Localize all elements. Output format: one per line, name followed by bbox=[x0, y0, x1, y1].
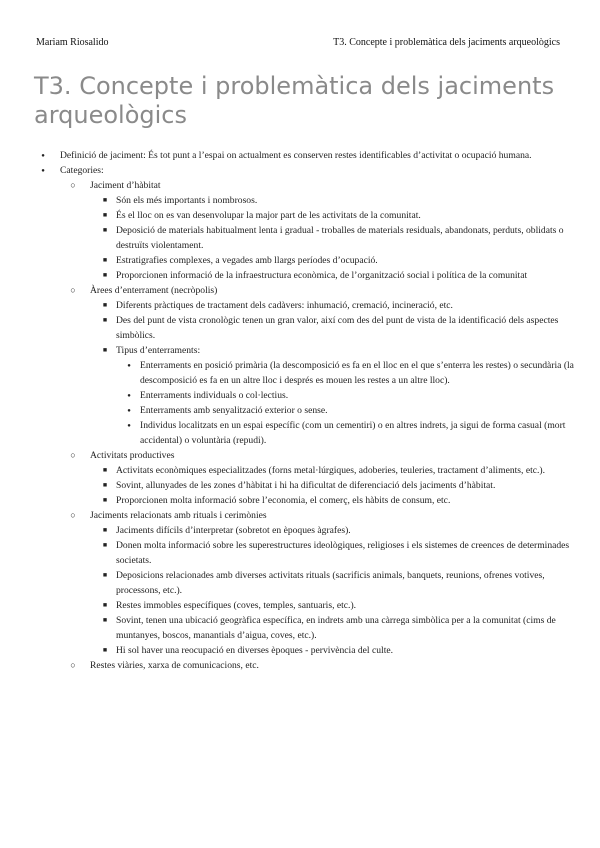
list-item-categories bbox=[36, 163, 576, 673]
disc-bullet-icon bbox=[122, 418, 136, 435]
list-item bbox=[98, 298, 576, 313]
square-bullet-icon bbox=[98, 268, 112, 284]
square-bullet-icon bbox=[98, 568, 112, 584]
square-bullet-icon bbox=[98, 223, 112, 239]
list-item-text: Diferents pràctiques de tractament dels cadàvers: inhumació, cremació, incineració, etc. bbox=[116, 300, 453, 311]
list-item bbox=[98, 523, 576, 538]
list-item-text: Restes immobles específiques (coves, temples, santuaris, etc.). bbox=[116, 600, 357, 611]
list-item bbox=[98, 598, 576, 613]
square-bullet-icon bbox=[98, 193, 112, 209]
list-item-text: Tipus d’enterraments: bbox=[116, 345, 201, 356]
list-item-text: És el lloc on es van desenvolupar la major part de les activitats de la comunitat. bbox=[116, 210, 421, 221]
circle-bullet-icon bbox=[66, 658, 80, 673]
list-item-text: Enterraments individuals o col·lectius. bbox=[140, 390, 289, 401]
category-productive bbox=[66, 448, 576, 508]
list-item-text: Jaciments difícils d’interpretar (sobretot en èpoques àgrafes). bbox=[116, 525, 351, 536]
list-item bbox=[122, 358, 576, 388]
list-item-text: Proporcionen molta informació sobre l’economia, el comerç, els hàbits de consum, etc. bbox=[116, 495, 451, 506]
square-bullet-icon bbox=[98, 523, 112, 539]
page-header bbox=[36, 37, 560, 48]
list-item-definition bbox=[36, 148, 576, 163]
list-item bbox=[98, 208, 576, 223]
list-item-text: Donen molta informació sobre les superestructures ideològiques, religioses i els sistemes de creences de determinades societats. bbox=[116, 540, 570, 566]
list-item bbox=[98, 193, 576, 208]
header-doc-title: T3. Concepte i problemàtica dels jaciments arqueològics bbox=[333, 37, 560, 48]
square-bullet-icon bbox=[98, 343, 112, 359]
circle-bullet-icon bbox=[66, 508, 80, 523]
list-item-text: Enterraments amb senyalització exterior o sense. bbox=[140, 405, 328, 416]
square-bullet-icon bbox=[98, 538, 112, 554]
square-bullet-icon bbox=[98, 463, 112, 479]
list-item bbox=[98, 223, 576, 253]
list-item bbox=[98, 538, 576, 568]
list-item-text: Activitats econòmiques especialitzades (forns metal·lúrgiques, adoberies, teuleries, tractament d’aliments, etc.). bbox=[116, 465, 545, 476]
top-level-list bbox=[36, 148, 576, 673]
categories-label: Categories: bbox=[60, 165, 104, 176]
list-item bbox=[98, 643, 576, 658]
list-item-text: Individus localitzats en un espai específic (com un cementiri) o en altres indrets, ja sigui de forma casual (mort accidental) o voluntària (repudi). bbox=[140, 420, 566, 446]
header-author: Mariam Riosalido bbox=[36, 37, 109, 48]
list-item-text: Des del punt de vista cronològic tenen un gran valor, així com des del punt de vista de la identificació dels aspectes simbòlics. bbox=[116, 315, 559, 341]
habitat-list bbox=[98, 193, 576, 283]
list-item-text: Deposicions relacionades amb diverses activitats rituals (sacrificis animals, banquets, reunions, ofrenes votives, processons, etc.). bbox=[116, 570, 545, 596]
list-item-text: Deposició de materials habitualment lenta i gradual - troballes de materials residuals, abandonats, perduts, oblidats o destruïts violentament. bbox=[116, 225, 564, 251]
square-bullet-icon bbox=[98, 253, 112, 269]
square-bullet-icon bbox=[98, 598, 112, 614]
burial-types-list bbox=[122, 358, 576, 448]
list-item bbox=[98, 343, 576, 448]
list-item bbox=[122, 403, 576, 418]
category-label: Jaciments relacionats amb rituals i cerimònies bbox=[90, 510, 267, 521]
circle-bullet-icon bbox=[66, 178, 80, 193]
document-body bbox=[36, 148, 576, 673]
category-label: Activitats productives bbox=[90, 450, 175, 461]
list-item bbox=[122, 418, 576, 448]
list-item bbox=[122, 388, 576, 403]
category-ritual bbox=[66, 508, 576, 658]
list-item bbox=[98, 478, 576, 493]
square-bullet-icon bbox=[98, 208, 112, 224]
square-bullet-icon bbox=[98, 298, 112, 314]
square-bullet-icon bbox=[98, 478, 112, 494]
category-label: Restes viàries, xarxa de comunicacions, etc. bbox=[90, 660, 259, 671]
square-bullet-icon bbox=[98, 313, 112, 329]
square-bullet-icon bbox=[98, 493, 112, 509]
list-item bbox=[98, 568, 576, 598]
list-item-text: Són els més importants i nombrosos. bbox=[116, 195, 258, 206]
disc-bullet-icon bbox=[122, 358, 136, 375]
category-roads bbox=[66, 658, 576, 673]
category-label: Àrees d’enterrament (necròpolis) bbox=[90, 285, 218, 296]
definition-text: Definició de jaciment: És tot punt a l’espai on actualment es conserven restes identificables d’activitat o ocupació humana. bbox=[60, 150, 532, 161]
list-item-text: Hi sol haver una reocupació en diverses èpoques - pervivència del culte. bbox=[116, 645, 394, 656]
square-bullet-icon bbox=[98, 613, 112, 629]
burial-list bbox=[98, 298, 576, 448]
list-item bbox=[98, 493, 576, 508]
circle-bullet-icon bbox=[66, 283, 80, 298]
list-item-text: Enterraments en posició primària (la descomposició es fa en el lloc en el que s’enterra les restes) o secundària (la descomposició es fa en un altre lloc i després es mouen les restes a un altre lloc). bbox=[140, 360, 574, 386]
list-item bbox=[98, 613, 576, 643]
square-bullet-icon bbox=[98, 643, 112, 659]
list-item-text: Estratigrafies complexes, a vegades amb llargs períodes d’ocupació. bbox=[116, 255, 378, 266]
category-habitat bbox=[66, 178, 576, 283]
list-item bbox=[98, 313, 576, 343]
page-title: T3. Concepte i problemàtica dels jaciments arqueològics bbox=[34, 72, 555, 129]
list-item-text: Sovint, allunyades de les zones d’hàbitat i hi ha dificultat de diferenciació dels jaciments d’hàbitat. bbox=[116, 480, 496, 491]
circle-bullet-icon bbox=[66, 448, 80, 463]
category-label: Jaciment d’hàbitat bbox=[90, 180, 161, 191]
list-item bbox=[98, 463, 576, 478]
ritual-list bbox=[98, 523, 576, 658]
list-item bbox=[98, 253, 576, 268]
productive-list bbox=[98, 463, 576, 508]
disc-bullet-icon bbox=[36, 163, 50, 180]
list-item bbox=[98, 268, 576, 283]
categories-list bbox=[66, 178, 576, 673]
list-item-text: Proporcionen informació de la infraestructura econòmica, de l’organització social i política de la comunitat bbox=[116, 270, 528, 281]
category-burial bbox=[66, 283, 576, 448]
list-item-text: Sovint, tenen una ubicació geogràfica específica, en indrets amb una càrrega simbòlica per a la comunitat (cims de muntanyes, boscos, manantials d’aigua, coves, etc.). bbox=[116, 615, 556, 641]
